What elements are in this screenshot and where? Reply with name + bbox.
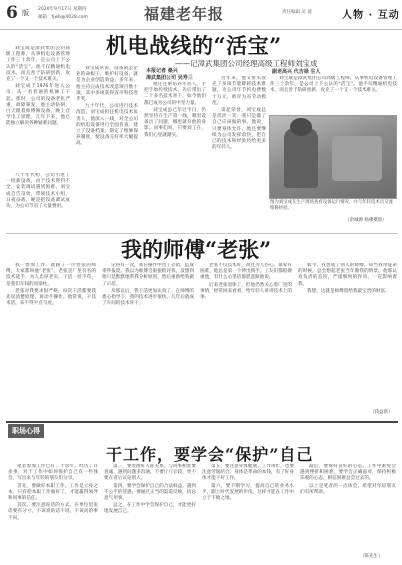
- paragraph: 首先，要做好本职工作。工作是立身之本，只有把本职工作做好了，才能赢得领导和同事的信任。: [8, 483, 98, 502]
- paragraph: 我想，这就是师傅留给我最宝贵的财富。: [307, 288, 390, 294]
- story1-photo: [269, 115, 397, 199]
- story1-photo-caption: 图为刘宝成在生产现场查看设备运行情况，并与年轻技术员交流维修经验。: [270, 200, 393, 211]
- paragraph: 第五，要注意身体健康。工作再忙，也要注意劳逸结合，身体是革命的本钱，有了好身体才能干好工作。: [202, 464, 294, 482]
- story3-column-4: [300, 464, 396, 550]
- story3-column-2: [104, 464, 196, 560]
- story2-signoff: （钱益新）: [370, 410, 393, 415]
- paragraph: 后来老张退休了，但他仍然关心着厂里的事情，经常回来看看，给年轻人讲讲技术上的事。: [200, 282, 292, 301]
- story1-byline-3: 副老高兴 代吉禄 生人: [272, 69, 321, 75]
- paragraph: 其次，要注意说话的方式。在单位里说话要有分寸，不该说的话不说，不该问的事不问。: [8, 503, 98, 521]
- story1-column-1b: [6, 173, 70, 233]
- story2-column-1: [6, 263, 96, 413]
- story1-column-3: [144, 82, 206, 232]
- column-tag: 职场心得: [8, 424, 44, 438]
- section-title: 人物 · 互动: [342, 10, 400, 21]
- paragraph: 八十年代初，公司引进了一批新设备，由于技术资料不全，安装调试遇到困难。刘宝成自告奋勇，带领技术小组，日夜奋战，硬是把设备调试成功，为公司节省了大量费用。: [6, 173, 70, 210]
- story1-byline-2: 漳武集团公司 吴寿三: [146, 75, 193, 81]
- paragraph: 老张对我要求很严格，每次干活都要我先说清楚原理，再动手操作。他常说，干技术活，来不得半点马虎。: [6, 288, 96, 307]
- paragraph: 我一参加工作，就跟了一位姓张的师傅，大家都叫他“老张”。老张是厂里有名的技术能手，为人忠厚老实，干活一丝不苟，是我们车间的顶梁柱。: [6, 263, 96, 287]
- story1-column-2: [76, 66, 138, 232]
- story2-headline: 我的师傅“老张”: [121, 237, 272, 262]
- page-suffix: 版: [22, 9, 29, 17]
- story2-column-2: [102, 263, 194, 413]
- paragraph: 刘宝成是漳武集团公司高级工程师，从事机电设备管理工作三十余年，是公司上下公认的“活宝”。他不仅精通机电技术，而且善于钻研创新，攻克了一个又一个技术难关。: [6, 46, 70, 83]
- paragraph: 刘宝成于1976年进入公司，从一名普通的机修工干起。那时，公司的设备老化严重，故障频发，他主动钻研，白天跟着师傅修设备，晚上自学电工原理，几年下来，他已能独立解决各种疑难问题。: [6, 84, 70, 127]
- story3-signoff: （陈先生）: [360, 554, 383, 559]
- paragraph: 第四，要学会保护自己的合法权益。遇到不公平的待遇，要通过正当的渠道反映，切忌意气用事。: [104, 483, 196, 502]
- story3-headline: 干工作，要学会“保护”自己: [106, 445, 314, 464]
- story1-headline: 机电战线的“活宝”: [106, 33, 282, 58]
- newspaper-name: 福建老年报: [144, 5, 225, 23]
- paragraph: 刘宝成是漳武集团公司高级工程师，从事机电设备管理工作三十余年，是公司上下公认的“活宝”。他不仅精通机电技术，而且善于钻研创新，攻克了一个又一个技术难关。: [270, 76, 397, 94]
- paragraph: 如今，我也成了别人的师傅。每当我带徒弟的时候，总会想起老张当年教我的情景。他那认真负责的态度，严谨细致的作风，一直影响着我。: [298, 263, 397, 287]
- paragraph: 刘宝成虽已年过半百，仍然坚持在生产第一线，哪里设备出了问题，哪里就有他的身影。同事们说，只要刘工在，我们心里就踏实。: [144, 107, 206, 138]
- story1-subhead: ——记漳武集团公司经理高级工程师刘宝成: [175, 59, 318, 68]
- paragraph: 刘宝成常说，设备就是企业的命根子，维护好设备，就是为企业创造效益。多年来，他主持完成技术改造项目数十项，其中多项获得省市科技进步奖。: [76, 66, 138, 103]
- paragraph: 谈起荣誉，刘宝成总是淡淡一笑：我只是做了自己应该做的事。他说，只要身体允许，他还要继续为公司发挥余热，把自己的技术和经验传给更多的年轻人。: [212, 108, 266, 151]
- paragraph: 第三，要处理好人际关系。与同事相处要真诚，遇到问题多沟通，不要斤斤计较，更不要在背后议论别人。: [104, 464, 196, 482]
- paragraph: 第六，要不断学习，提高自己的业务水平，跟上时代发展的步伐，这样才能在工作中立于不败之地。: [202, 483, 294, 502]
- story2-column-3: [200, 263, 292, 413]
- story1-column-4: [212, 76, 266, 232]
- paragraph: 总之，在工作中学会保护自己，才能更好地发展自己。: [104, 503, 196, 515]
- contact-email: 邮箱：fjwb@4028.com: [38, 15, 88, 20]
- issue-date: 2020年9月17日 星期四: [38, 7, 87, 12]
- paragraph: 九十年代，公司进行技术改造，刘宝成担任机电技术负责人，他深入一线，对全公司的机电设备进行全面普查，建立了设备档案，制定了维修保养制度，使设备完好率大幅提高。: [76, 104, 138, 147]
- story3-column-1: [8, 464, 98, 560]
- story2-column-4: [298, 263, 397, 407]
- editor-credit: 责任编辑 吴 波: [282, 10, 312, 15]
- paragraph: 笔者参加工作已有二十余年，经历了许多事，对于工作中如何保护自己有一些体会，写出来与年轻的朋友们分享。: [8, 464, 98, 482]
- page-number: 6: [6, 3, 18, 23]
- story1-column-5: [270, 76, 397, 114]
- story1-column-1: [6, 46, 70, 171]
- story1-signoff: （余城源 杨佛摄影）: [345, 218, 387, 223]
- story1-byline-1: 本报记者 桑兴: [146, 68, 178, 74]
- paragraph: 最后，要保持良好的心态。工作中难免会遇到挫折和困难，要学会正确面对，保持积极乐观的心态，相信困难总会过去的。: [300, 464, 396, 482]
- paragraph: 老张不仅技术好，而且为人热心。谁家有困难，他总是第一个伸出援手。工友们都很敬重他，有什么心里话都愿意跟他说。: [200, 263, 292, 281]
- paragraph: 近年来，他又带头攻克了多项节能降耗技术难题，为公司年节约电费数十万元，被评为省劳动模范。: [212, 76, 266, 106]
- page-header: [0, 0, 402, 30]
- story3-column-3: [202, 464, 294, 560]
- paragraph: 从那以后，我干活更加认真了。在师傅的悉心指导下，我的技术进步很快，几年后就成了车间的技术骨干。: [102, 288, 194, 307]
- paragraph: 以上是笔者的一点体会，希望对年轻朋友们有所帮助。: [300, 483, 396, 495]
- paragraph: 他还注重培养年轻人，手把手地传授技术，先后带出了二十多名技术骨干，如今他们都已成为公司的中坚力量。: [144, 82, 206, 106]
- paragraph: 记得有一次，我在操作中出了差错，造成零件报废。我以为师傅会狠狠批评我，没想到他只是默默地帮我分析原因，然后重新给我做了示范。: [102, 263, 194, 287]
